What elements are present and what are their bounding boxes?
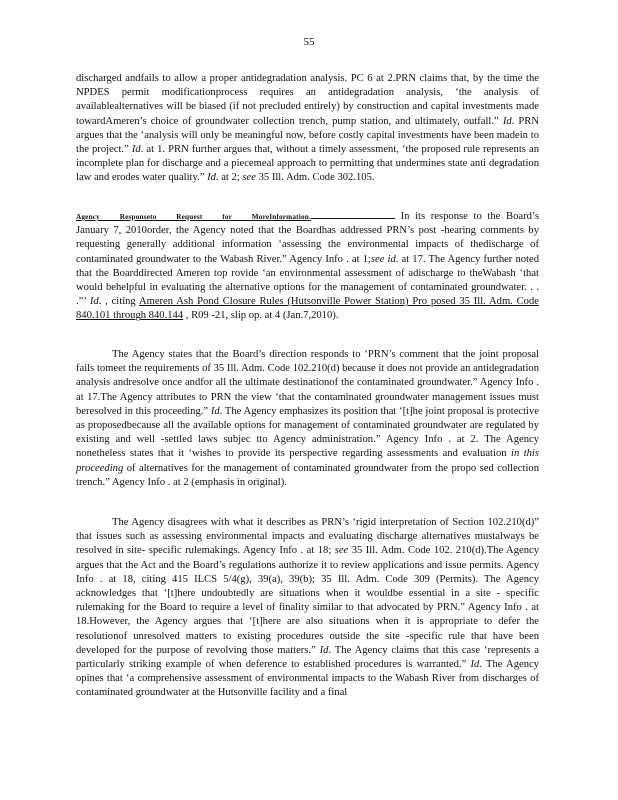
text-segment: see <box>242 172 256 184</box>
text-segment: in this proceeding <box>76 448 539 474</box>
paragraph <box>76 72 539 186</box>
text-segment: , R09 -21, slip op. at 4 (Jan.7,2010). <box>183 310 339 322</box>
text-segment: Id <box>89 296 99 308</box>
text-segment: Id <box>131 144 141 156</box>
text-segment: 35 Ill. Adm. Code 102. 210(d).The Agency argues that the Act and the Board’s regulations authorize it to review applications and issue permits. Agency Info . at 18, citing 415 ILCS 5/4(g), 39(a), 39(b); 35 Ill. Adm. Code 309 (Permits). The Agency acknowledges that ‘[t]here undoubtedly are situations when it wouldbe essential in a site - specific rulemaking for the Board to require a level of finality similar to that advocated by PRN.” Agency Info . at 18.However, the Agency argues that ‘[t]here are also situations when it is appropriate to defer the resolutionof unresolved matters to existing procedures outside the site -specific rule that have been developed for the purpose of revolving those matters.” <box>76 545 539 656</box>
paragraph <box>76 210 539 324</box>
paragraph <box>76 348 539 490</box>
text-segment: discharged andfails to allow a proper antidegradation analysis. PC 6 at 2.PRN claims that, by the time the NPDES permit modificationprocess requires an antidegradation analysis, ‘the analysis of availablealternatives will be biased (if not precluded entirely) by construction and capital investments made towardAmeren’s choice of groundwater collection trench, pump station, and ultimately, outfall.” <box>76 73 539 127</box>
text-segment: Id <box>207 172 216 184</box>
text-segment: Id <box>210 405 220 417</box>
text-segment: Id <box>319 644 329 656</box>
text-segment: . at 1. PRN further argues that, without a timely assessment, ‘the proposed rule represents an incomplete plan for discharge and a piecemeal approach to permitting that undermines state anti degradation law and erodes water quality.” <box>76 144 539 184</box>
text-segment: The Agency disagrees with what it describes as PRN’s ‘rigid interpretation of Section 102.210(d)” that issues such as assessing environmental impacts and evaluating discharge alternatives mustalways be resolved in site- specific rulemakings. Agency Info . at 18; <box>76 517 539 557</box>
text-segment: Id <box>470 659 480 671</box>
text-segment: see <box>334 545 349 557</box>
text-segment: 35 Ill. Adm. Code 302.105. <box>255 172 375 184</box>
text-segment: of alternatives for the management of contaminated groundwater from the propo sed collection trench.” Agency Info . at 2 (emphasis in original). <box>76 462 539 488</box>
text-segment: . , citing <box>98 296 139 308</box>
paragraph <box>76 516 539 701</box>
text-segment: In its response to the Board’s January 7, 2010order, the Agency noted that the Boardhas addressed PRN’s post -hearing comments by requesting generally additional information ‘assessing the environmental impacts of thedischarge of contaminated groundwater to the Wabash River.” Agency Info . at 1; <box>76 211 539 265</box>
heading-rule <box>311 210 395 219</box>
text-segment: Id <box>502 115 512 127</box>
text-segment: . The Agency claims that this case ‘represents a particularly striking example of when deference to established procedures is warranted.” <box>76 644 539 671</box>
text-segment: The Agency states that the Board’s direction responds to ‘PRN’s comment that the joint proposal fails tomeet the requirements of 35 Ill. Adm. Code 102.210(d) because it does not provide an antidegradation analysis andresolve once andfor all the ultimate destinationof the contaminated groundwater.” Agency Info . at 17.The Agency attributes to PRN the view ‘that the contaminated groundwater management issues must beresolved in this proceeding.” <box>76 349 539 417</box>
text-segment: . at 17. The Agency further noted that the Boarddirected Ameren top rovide ‘an environmental assessment of adischarge to theWabash ‘that would behelpful in evaluating the alternative options for the management of contaminated groundwater. . . .”’ <box>76 253 539 308</box>
text-segment: . The Agency emphasizes its position that ‘[t]he joint proposal is protective as proposedbecause all the available options for management of contaminated groundwater are regulated by existing and well -settled laws subjec tto Agency administration.” Agency Info . at 2. The Agency nonetheless states that it ‘wishes to provide its perspective regarding assessments and evaluation <box>76 405 539 460</box>
text-segment: see id <box>370 253 396 265</box>
page-number: 55 <box>303 36 315 48</box>
text-segment: . at 2; <box>215 172 243 184</box>
text-segment: . PRN argues that the ‘analysis will only be meaningful now, before costly capital investments have been madein to the project.” <box>76 115 539 156</box>
section-heading: Agency Responseto Request for MoreInformation. <box>76 213 311 221</box>
text-segment: . The Agency opines that ‘a comprehensive assessment of environmental impacts to the Wabash River from discharges of contaminated groundwater at the Hutsonville facility and a final <box>76 659 539 699</box>
text-segment: Ameren Ash Pond Closure Rules (Hutsonville Power Station) Pro posed 35 Ill. Adm. Code 840.101 through 840.144 <box>76 296 539 322</box>
